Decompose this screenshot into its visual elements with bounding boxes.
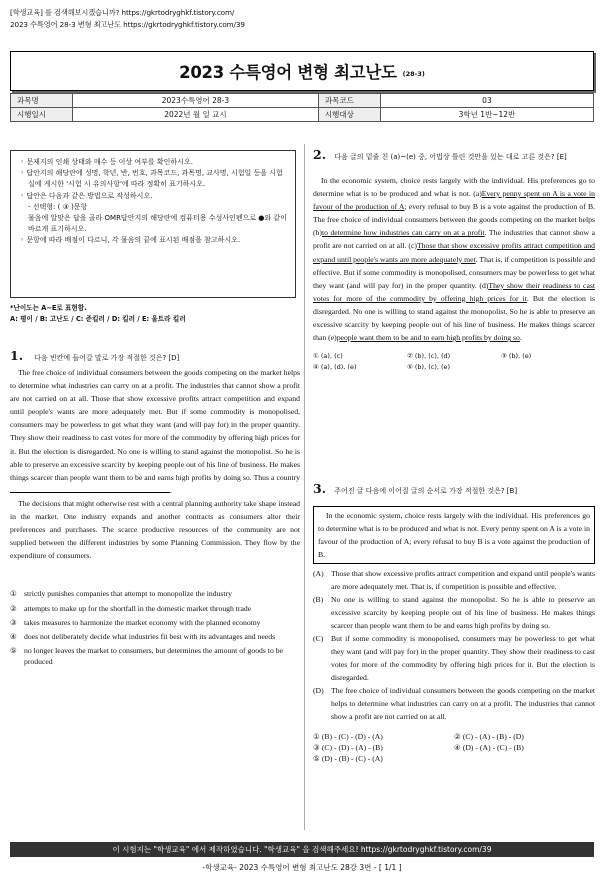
question-3 [313,482,595,764]
title-box [10,51,594,91]
passage-text: The free choice of individual consumers between the goods competing on the market helps to determine what industries can carry on at a profit. The industries that cannot show a profit are not carried on at all. Those that show excessive profits attract competition and expand until people's wants are more adequately met. But if some commodity is monopolised, consumers may be powerless to get what they want (and will pay for) in the proper quantity. They show their readiness to cast votes for more of the commodity by offering high prices for it. But the election is disregarded. No one is willing to stand against the monopolist. So he is able to preserve an excessive scarcity by keeping people out of his line of business. He makes things scarcer than people want them to be and earns high profits by doing so. Thus a country [10,368,300,482]
answer-blank [10,485,170,493]
table-row [11,108,594,122]
answer-5[interactable]: ⑤ (D) - (B) - (C) - (A) [313,754,383,764]
answer-1[interactable]: ① (B) - (C) - (D) - (A) [313,732,383,742]
page-title: 2023 수특영어 변형 최고난도 [179,63,397,82]
passage-continued: The decisions that might otherwise rest with a central planning authority take shape instead in the market. One industry expands and another contracts as consumers alter their preferences and purchases. The scarce productive resources of the community are not supplied between the different industries by some Planning Commission. They flow by the expenditure of consumers. [10,498,300,561]
difficulty-legend [10,303,300,325]
passage: The free choice of individual consumers between the goods competing on the market helps to determine what industries can carry on at a profit. The industries that cannot show a profit are not carried on at all. Those that show excessive profits attract competition and expand until people's wants are more adequately met. But if some commodity is monopolised, consumers may be powerless to get what they want (and will pay for) in the proper quantity. They show their readiness to cast votes for more of the commodity by offering high prices for it. But the election is disregarded. No one is willing to stand against the monopolist. So he is able to preserve an excessive scarcity by keeping people out of his line of business. He makes things scarcer than people want them to be and earns high profits by doing so. Thus a country . [10,368,300,495]
question-prompt: 다음 글의 밑줄 친 (a)~(e) 중, 어법상 틀린 것만을 있는 대로 고른 것은? [E] [334,153,567,161]
question-2 [313,148,595,373]
choice-2[interactable]: ② (b), (c), (d) [407,352,451,361]
option-5[interactable]: ⑤ no longer leaves the market to consumers, but determines the amount of goods to be produced [10,646,283,667]
given-passage-box [313,506,595,564]
subject-code-label: 과목코드 [318,94,380,108]
option-3[interactable]: ③ takes measures to harmonize the market economy with the planned economy [10,617,261,627]
choices-grid [313,351,595,373]
underline-a: Every penny spent on A is a vote in favour of the production of A [313,189,596,212]
choice-3[interactable]: ③ (b), (e) [501,352,532,361]
given-passage: In the economic system, choice rests largely with the individual. His preferences go to determine what is to be produced and what is not. Every penny spent on A is a vote in favour of the production of A; every refusal to buy B is a vote against the production of B. [318,511,590,560]
legend-line: A: 평이 / B: 고난도 / C: 준킬러 / D: 킬러 / E: 울트라 킬러 [10,315,186,323]
question-number: 3. [313,481,327,496]
table-row [11,94,594,108]
option-4[interactable]: ④ does not deliberately decide what industries fit best with its advantages and needs [10,632,276,642]
question-1 [10,345,300,671]
answer-4[interactable]: ④ (D) - (A) - (C) - (B) [454,743,524,753]
target-value: 3학년 1반~12반 [380,108,593,122]
question-number: 1. [10,348,24,363]
legend-line: *난이도는 A~E로 표현함. [10,304,87,312]
answer-2[interactable]: ② (C) - (A) - (B) - (D) [454,732,524,742]
part-d: (D) The free choice of individual consumers between the goods competing on the market helps to determine what industries can carry on at a profit. The industries that cannot show a profit are not carried on at all. [313,686,595,722]
part-b: (B) No one is willing to stand against the monopolist. So he is able to preserve an excessive scarcity by keeping people out of his line of business. He makes things scarcer than people want them to be and earns high profits by doing so. [313,595,595,631]
instruction-subitem: - 선택형: ( ③ )문항 [28,202,88,211]
instruction-item: ◦ 문제지의 인쇄 상태와 매수 등 이상 여부를 확인하시오. [20,158,193,166]
date-value: 2022년 월 일 교시 [73,108,319,122]
column-divider [304,144,305,830]
footer-banner[interactable]: 이 시험지는 "학생교육" 에서 제작하였습니다. "학생교육" 을 검색해주세요! https://gkrtodryghkf.tistory.com/39 [10,842,594,857]
question-number: 2. [313,147,327,162]
passage: In the economic system, choice rests largely with the individual. His preferences go to determine what is to be produced and what is not. (a)Every penny spent on A is a vote in favour of the production of A; every refusal to buy B is a vote against the production of B. The free choice of individual consumers between the goods competing on the market helps (b)to determine how industries can carry on at a profit. The industries that cannot show a profit are not carried on at all. (c)Those that show excessive profits attract competition and expand until people's wants are more adequately met. That is, if competition is possible and effective. But if some commodity is monopolised, consumers may be powerless to get what they want (and will pay for) in the proper quantity. (d)They show their readiness to cast votes for more of the commodity by offering high prices for it. But the election is disregarded. No one is willing to stand against the monopolist. So he is able to preserve an excessive scarcity by keeping people out of his line of business. He makes things scarcer than (e)people want them to be and to earn high profits by doing so. [313,176,596,343]
option-1[interactable]: ① strictly punishes companies that attempt to monopolize the industry [10,589,232,599]
choice-1[interactable]: ① (a), (c) [313,352,343,361]
question-prompt: 다음 빈칸에 들어갈 말로 가장 적절한 것은? [D] [34,354,180,362]
target-label: 시행대상 [318,108,380,122]
underline-b: to determine how industries can carry on at a profit [321,228,485,238]
underline-c: Those that show excessive profits attract competition and expand until people's wants are more adequately met [313,241,595,264]
exam-info-table [10,93,594,122]
instruction-item: ◦ 문항에 따라 배점이 다르니, 각 물음의 끝에 표시된 배점을 참고하시오. [20,236,241,245]
option-2[interactable]: ② attempts to make up for the shortfall in the domestic market through trade [10,603,252,613]
options-list [10,588,300,667]
header-title-line[interactable]: 2023 수특영어 28-3 변형 최고난도 https://gkrtodryghkf.tistory.com/39 [10,20,245,29]
underline-d: They show their readiness to cast votes for more of the commodity by offering high prices for it [313,280,595,303]
subject-code-value: 03 [380,94,593,108]
subject-label: 과목명 [11,94,73,108]
ordering-options [313,567,595,723]
choice-4[interactable]: ④ (a), (d), (e) [313,363,357,372]
part-c: (C) But if some commodity is monopolised, consumers may be powerless to get what they want (and will pay for) in the proper quantity. They show their readiness to cast votes for more of the commodity by offering high prices for it. But the election is disregarded. [313,634,595,683]
subject-value: 2023수특영어 28-3 [73,94,319,108]
answers-grid [313,731,595,764]
choice-5[interactable]: ⑤ (b), (c), (e) [407,363,451,372]
page-subtitle: (28-3) [402,69,425,78]
header-link-line[interactable]: [학생교육] 를 검색해보시겠습니까? https://gkrtodryghkf.tistory.com/ [10,8,235,17]
date-label: 시행일시 [11,108,73,122]
answer-3[interactable]: ③ (C) - (D) - (A) - (B) [313,743,383,753]
question-prompt: 주어진 글 다음에 이어질 글의 순서로 가장 적절한 것은? [B] [334,487,518,495]
underline-e: people want them to be and to earn high profits by doing so [336,333,520,343]
instructions-box [10,150,296,298]
page-number: -학생교육- 2023 수특영어 변형 최고난도 28강 3번 - [ 1/1 ] [202,863,402,872]
part-a: (A) Those that show excessive profits attract competition and expand until people's wants are more adequately met. That is, if competition is possible and effective. [313,569,595,592]
instruction-item: ◦ 답안은 다음과 같은 방법으로 작성하시오. [20,191,153,200]
instruction-subitem: 물음에 알맞은 답을 골라 OMR답안지의 해당란에 컴퓨터용 수성사인펜으로 ●와 같이 바르게 표기하시오. [28,214,287,234]
instruction-item: ◦ 답안지의 해당란에 성명, 학년, 반, 번호, 과목코드, 과목명, 교사명, 시험일 등을 시험실에 게시한 '시험 시 유의사항'에 따라 정확히 표기하시오. [20,169,283,189]
